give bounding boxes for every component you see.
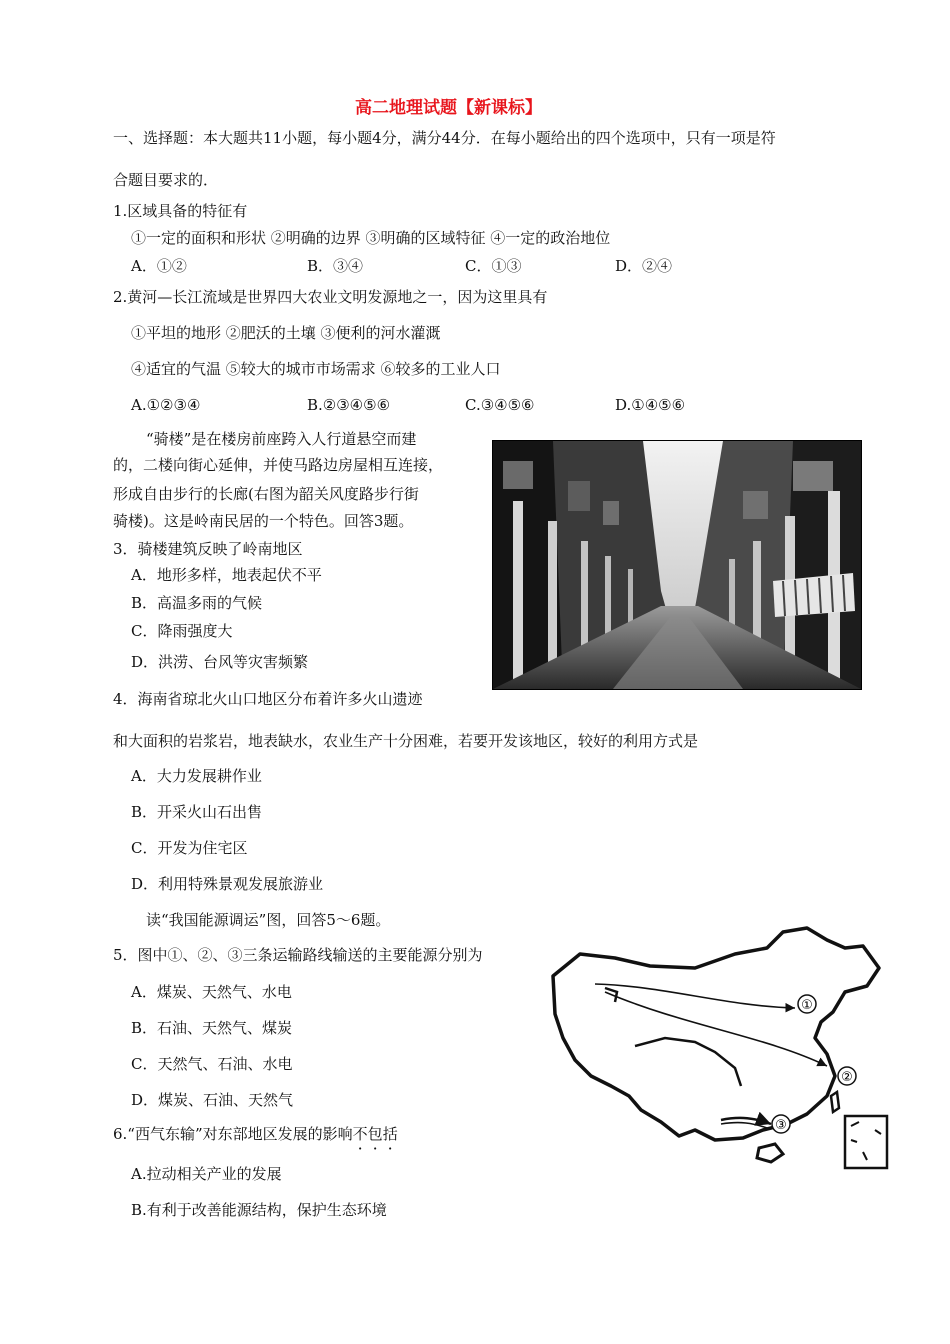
q5-option-c: C．天然气、石油、水电 xyxy=(131,1055,293,1073)
q5-stem: 5．图中①、②、③三条运输路线输送的主要能源分别为 xyxy=(113,946,483,964)
map-label-route-1: ① xyxy=(801,998,813,1013)
q2-option-b: B.②③④⑤⑥ xyxy=(307,396,391,414)
q6-emphasis-char-2: 包 xyxy=(367,1125,383,1143)
q2-items-1: ①平坦的地形 ②肥沃的土壤 ③便利的河水灌溉 xyxy=(131,324,441,342)
q1-stem: 1.区域具备的特征有 xyxy=(113,202,248,220)
q1-option-d: D．②④ xyxy=(615,257,673,275)
section-intro-line1: 一、选择题：本大题共11小题，每小题4分，满分44分．在每小题给出的四个选项中，只有一项是符 xyxy=(113,129,776,147)
q4-option-d: D．利用特殊景观发展旅游业 xyxy=(131,875,324,893)
q4-option-b: B．开采火山石出售 xyxy=(131,803,263,821)
passage3-line2: 的，二楼向街心延伸，并使马路边房屋相互连接， xyxy=(113,456,444,474)
q6-stem xyxy=(113,1124,398,1144)
q1-option-b: B．③④ xyxy=(307,257,364,275)
q2-stem: 2.黄河—长江流域是世界四大农业文明发源地之一，因为这里具有 xyxy=(113,288,548,306)
q5-option-d: D．煤炭、石油、天然气 xyxy=(131,1091,294,1109)
q3-option-b: B．高温多雨的气候 xyxy=(131,594,263,612)
q1-option-a: A．①② xyxy=(131,257,187,275)
q5-option-b: B．石油、天然气、煤炭 xyxy=(131,1019,293,1037)
q1-option-c: C．①③ xyxy=(465,257,522,275)
q6-option-a: A.拉动相关产业的发展 xyxy=(131,1165,282,1183)
q4-option-c: C．开发为住宅区 xyxy=(131,839,248,857)
passage3-line4: 骑楼)。这是岭南民居的一个特色。回答3题。 xyxy=(113,512,414,530)
q6-stem-text: 6.“西气东输”对东部地区发展的影响 xyxy=(113,1125,353,1143)
q3-option-c: C．降雨强度大 xyxy=(131,622,233,640)
read-map-prompt: 读“我国能源调运”图，回答5～6题。 xyxy=(146,911,391,929)
q4-option-a: A．大力发展耕作业 xyxy=(131,767,262,785)
china-energy-transport-map xyxy=(545,926,890,1176)
q1-items: ①一定的面积和形状 ②明确的边界 ③明确的区域特征 ④一定的政治地位 xyxy=(131,229,611,247)
q3-option-d: D．洪涝、台风等灾害频繁 xyxy=(131,653,309,671)
section-intro-line2: 合题目要求的． xyxy=(113,171,219,189)
q4-stem-line1: 4．海南省琼北火山口地区分布着许多火山遗迹 xyxy=(113,690,423,708)
q6-emphasis-char-3: 括 xyxy=(382,1125,398,1143)
map-label-route-2: ② xyxy=(841,1070,853,1085)
q2-option-a: A.①②③④ xyxy=(131,396,201,414)
qilou-street-photo xyxy=(492,440,862,690)
china-outline xyxy=(553,928,879,1140)
passage3-line1: “骑楼”是在楼房前座跨入人行道悬空而建 xyxy=(146,430,417,448)
q5-option-a: A．煤炭、天然气、水电 xyxy=(131,983,292,1001)
passage3-line3: 形成自由步行的长廊(右图为韶关风度路步行街 xyxy=(113,485,419,503)
map-label-route-3: ③ xyxy=(775,1118,787,1133)
q6-emphasis-char-1: 不 xyxy=(352,1125,368,1143)
q2-items-2: ④适宜的气温 ⑤较大的城市市场需求 ⑥较多的工业人口 xyxy=(131,360,501,378)
q3-stem: 3．骑楼建筑反映了岭南地区 xyxy=(113,540,303,558)
q6-option-b: B.有利于改善能源结构，保护生态环境 xyxy=(131,1201,387,1219)
q2-option-c: C.③④⑤⑥ xyxy=(465,396,535,414)
q3-option-a: A．地形多样，地表起伏不平 xyxy=(131,566,322,584)
q2-option-d: D.①④⑤⑥ xyxy=(615,396,686,414)
q4-stem-line2: 和大面积的岩浆岩，地表缺水，农业生产十分困难，若要开发该地区，较好的利用方式是 xyxy=(113,732,699,750)
page-title: 高二地理试题【新课标】 xyxy=(355,98,542,118)
